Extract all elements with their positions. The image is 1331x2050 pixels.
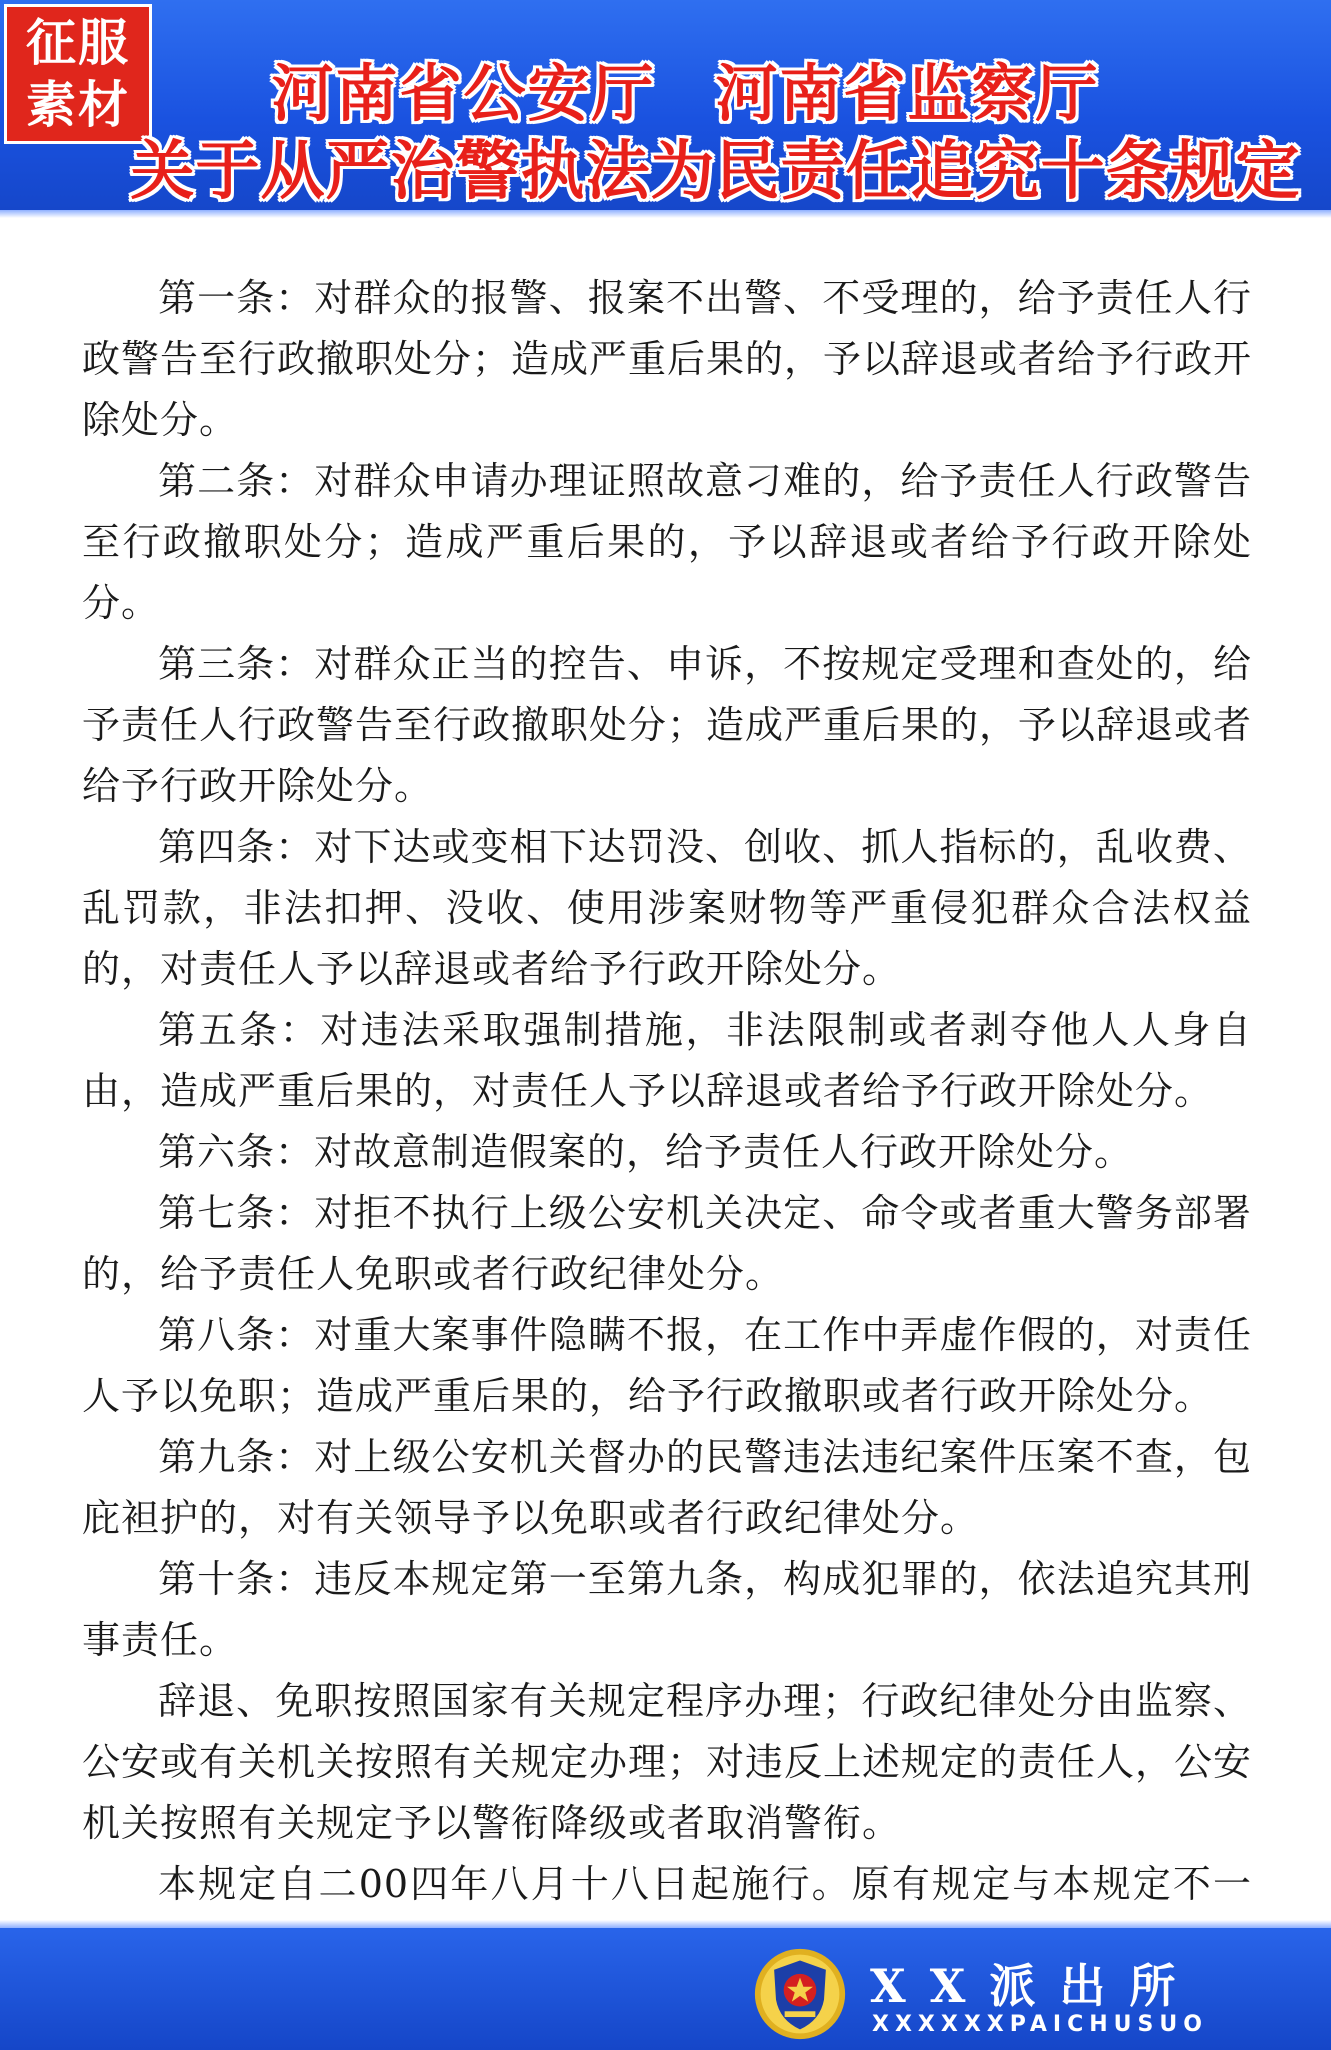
header-banner	[0, 0, 1331, 218]
footer-divider	[0, 1920, 1331, 1928]
article-3: 第三条：对群众正当的控告、申诉，不按规定受理和查处的，给予责任人行政警告至行政撤职处分；造成严重后果的，予以辞退或者给予行政开除处分。	[82, 642, 1253, 808]
header-subtitle: 关于从严治警执法为民责任追究十条规定	[130, 135, 1301, 209]
watermark-line2: 素材	[26, 76, 130, 134]
header-title-part2: 河南省监察厅	[715, 57, 1100, 130]
article-9: 第九条：对上级公安机关督办的民警违法违纪案件压案不查，包庇袒护的，对有关领导予以免职或者行政纪律处分。	[82, 1435, 1252, 1540]
police-emblem-icon	[752, 1946, 848, 2042]
article-8: 第八条：对重大案事件隐瞒不报，在工作中弄虚作假的，对责任人予以免职；造成严重后果的，给予行政撤职或者行政开除处分。	[82, 1313, 1252, 1418]
article-7: 第七条：对拒不执行上级公安机关决定、命令或者重大警务部署的，给予责任人免职或者行政纪律处分。	[82, 1191, 1252, 1296]
station-pinyin: XXXXXXPAICHUSUO	[872, 2012, 1208, 2037]
document-body	[82, 268, 1252, 1976]
header-title-part1: 河南省公安厅	[271, 57, 656, 130]
header-divider	[0, 210, 1331, 218]
article-6: 第六条：对故意制造假案的，给予责任人行政开除处分。	[158, 1130, 1134, 1174]
article-4: 第四条：对下达或变相下达罚没、创收、抓人指标的，乱收费、乱罚款，非法扣押、没收、使用涉案财物等严重侵犯群众合法权益的，对责任人予以辞退或者给予行政开除处分。	[82, 825, 1252, 991]
article-10: 第十条：违反本规定第一至第九条，构成犯罪的，依法追究其刑事责任。	[82, 1557, 1252, 1662]
watermark-line1: 征服	[26, 14, 130, 72]
article-1: 第一条：对群众的报警、报案不出警、不受理的，给予责任人行政警告至行政撤职处分；造成严重后果的，予以辞退或者给予行政开除处分。	[82, 276, 1253, 442]
station-name: XX派出所	[870, 1959, 1200, 2013]
article-5: 第五条：对违法采取强制措施，非法限制或者剥夺他人人身自由，造成严重后果的，对责任人予以辞退或者给予行政开除处分。	[82, 1008, 1252, 1113]
supplementary-provision: 辞退、免职按照国家有关规定程序办理；行政纪律处分由监察、公安或有关机关按照有关规定办理；对违反上述规定的责任人，公安机关按照有关规定予以警衔降级或者取消警衔。	[82, 1679, 1253, 1845]
article-2: 第二条：对群众申请办理证照故意刁难的，给予责任人行政警告至行政撤职处分；造成严重后果的，予以辞退或者给予行政开除处分。	[82, 459, 1252, 625]
effective-date-provision: 本规定自二00四年八月十八日起施行。原有规定与本规定不一	[158, 1862, 1252, 1906]
